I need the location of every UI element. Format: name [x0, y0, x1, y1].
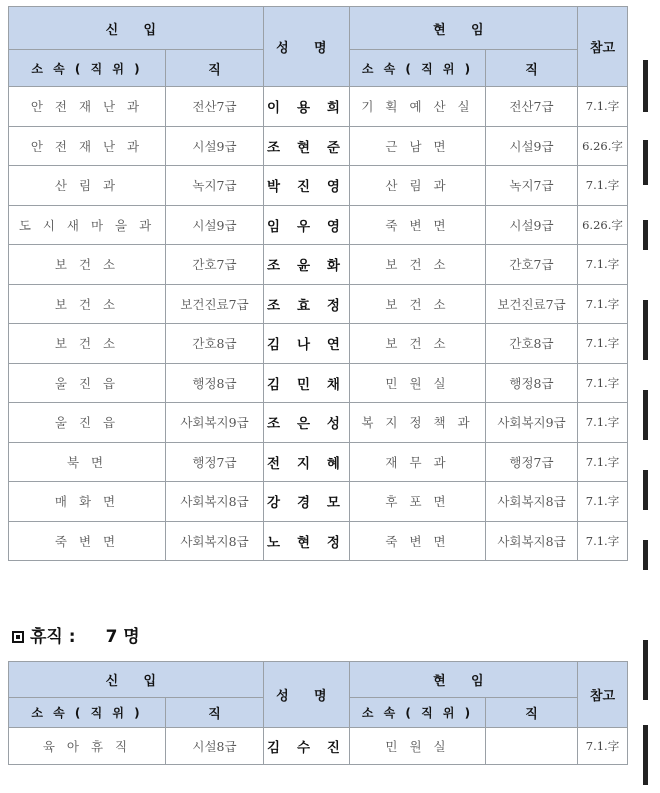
current-rank-cell: 사회복지8급	[486, 482, 578, 522]
new-dept-cell: 울 진 읍	[9, 363, 166, 403]
new-rank-cell: 행정7급	[166, 442, 264, 482]
leave-count: 7 명	[105, 627, 140, 647]
name-cell: 노 현 정	[264, 521, 350, 561]
new-rank-cell: 시설9급	[166, 205, 264, 245]
new-dept-cell: 매 화 면	[9, 482, 166, 522]
header-new-rank: 직	[166, 50, 264, 87]
current-dept-cell: 민 원 실	[350, 728, 486, 765]
current-rank-cell: 행정8급	[486, 363, 578, 403]
header-note: 참고	[578, 7, 628, 87]
name-cell: 임 우 영	[264, 205, 350, 245]
new-dept-cell: 북 면	[9, 442, 166, 482]
table-row	[9, 126, 628, 166]
header-name: 성 명	[264, 7, 350, 87]
new-rank-cell: 사회복지8급	[166, 482, 264, 522]
header-current-post: 현 임	[350, 662, 578, 698]
header-new-post: 신 입	[9, 7, 264, 50]
current-rank-cell: 사회복지8급	[486, 521, 578, 561]
current-rank-cell: 보건진료7급	[486, 284, 578, 324]
table-row	[9, 324, 628, 364]
note-cell: 7.1.字	[578, 728, 628, 765]
new-rank-cell: 사회복지8급	[166, 521, 264, 561]
table-row	[9, 728, 628, 765]
new-rank-cell: 간호7급	[166, 245, 264, 285]
table-row	[9, 245, 628, 285]
new-dept-cell: 울 진 읍	[9, 403, 166, 443]
table-row	[9, 521, 628, 561]
new-rank-cell: 사회복지9급	[166, 403, 264, 443]
header-current-post: 현 임	[350, 7, 578, 50]
current-dept-cell: 산 림 과	[350, 166, 486, 206]
note-cell: 6.26.字	[578, 205, 628, 245]
note-cell: 7.1.字	[578, 403, 628, 443]
note-cell: 7.1.字	[578, 245, 628, 285]
table-row	[9, 482, 628, 522]
name-cell: 김 수 진	[264, 728, 350, 765]
header-new-post: 신 입	[9, 662, 264, 698]
new-dept-cell: 죽 변 면	[9, 521, 166, 561]
current-dept-cell: 후 포 면	[350, 482, 486, 522]
table-row	[9, 363, 628, 403]
note-cell: 7.1.字	[578, 363, 628, 403]
new-dept-cell: 도 시 새 마 을 과	[9, 205, 166, 245]
new-dept-cell: 산 림 과	[9, 166, 166, 206]
current-dept-cell: 재 무 과	[350, 442, 486, 482]
new-dept-cell: 육 아 휴 직	[9, 728, 166, 765]
header-name: 성 명	[264, 662, 350, 728]
note-cell: 7.1.字	[578, 284, 628, 324]
current-dept-cell: 죽 변 면	[350, 205, 486, 245]
name-cell: 조 윤 화	[264, 245, 350, 285]
table-row	[9, 442, 628, 482]
current-rank-cell: 시설9급	[486, 126, 578, 166]
new-rank-cell: 간호8급	[166, 324, 264, 364]
current-rank-cell: 간호8급	[486, 324, 578, 364]
table-row	[9, 87, 628, 127]
right-edge-bar	[643, 470, 648, 510]
name-cell: 김 나 연	[264, 324, 350, 364]
right-edge-bar	[643, 390, 648, 440]
current-rank-cell: 간호7급	[486, 245, 578, 285]
new-dept-cell: 보 건 소	[9, 324, 166, 364]
square-bullet-icon	[12, 631, 24, 643]
new-rank-cell: 시설9급	[166, 126, 264, 166]
leave-heading	[12, 622, 140, 647]
name-cell: 전 지 혜	[264, 442, 350, 482]
current-dept-cell: 근 남 면	[350, 126, 486, 166]
leave-table	[8, 661, 628, 765]
current-rank-cell: 녹지7급	[486, 166, 578, 206]
table-row	[9, 284, 628, 324]
header-cur-dept: 소 속 ( 직 위 )	[350, 50, 486, 87]
header-new-dept: 소 속 ( 직 위 )	[9, 50, 166, 87]
right-edge-bar	[643, 725, 648, 785]
new-dept-cell: 안 전 재 난 과	[9, 126, 166, 166]
new-rank-cell: 전산7급	[166, 87, 264, 127]
new-dept-cell: 보 건 소	[9, 284, 166, 324]
header-note: 참고	[578, 662, 628, 728]
name-cell: 조 효 정	[264, 284, 350, 324]
new-rank-cell: 시설8급	[166, 728, 264, 765]
right-edge-bar	[643, 220, 648, 250]
new-rank-cell: 녹지7급	[166, 166, 264, 206]
current-dept-cell: 복 지 정 책 과	[350, 403, 486, 443]
name-cell: 강 경 모	[264, 482, 350, 522]
current-rank-cell: 사회복지9급	[486, 403, 578, 443]
note-cell: 7.1.字	[578, 87, 628, 127]
current-dept-cell: 죽 변 면	[350, 521, 486, 561]
header-cur-dept: 소 속 ( 직 위 )	[350, 698, 486, 728]
current-rank-cell: 시설9급	[486, 205, 578, 245]
note-cell: 7.1.字	[578, 166, 628, 206]
current-dept-cell: 보 건 소	[350, 245, 486, 285]
right-edge-bar	[643, 640, 648, 700]
current-dept-cell: 보 건 소	[350, 324, 486, 364]
table-row	[9, 166, 628, 206]
right-edge-bar	[643, 60, 648, 112]
header-cur-rank: 직	[486, 698, 578, 728]
current-rank-cell: 행정7급	[486, 442, 578, 482]
new-rank-cell: 행정8급	[166, 363, 264, 403]
leave-title: 휴직 :	[30, 627, 76, 647]
note-cell: 7.1.字	[578, 521, 628, 561]
new-dept-cell: 안 전 재 난 과	[9, 87, 166, 127]
note-cell: 6.26.字	[578, 126, 628, 166]
note-cell: 7.1.字	[578, 482, 628, 522]
table-row	[9, 205, 628, 245]
table-row	[9, 403, 628, 443]
header-new-dept: 소 속 ( 직 위 )	[9, 698, 166, 728]
right-edge-bar	[643, 300, 648, 360]
name-cell: 이 용 희	[264, 87, 350, 127]
current-dept-cell: 기 획 예 산 실	[350, 87, 486, 127]
current-rank-cell	[486, 728, 578, 765]
new-dept-cell: 보 건 소	[9, 245, 166, 285]
transfer-table	[8, 6, 628, 561]
current-dept-cell: 민 원 실	[350, 363, 486, 403]
current-rank-cell: 전산7급	[486, 87, 578, 127]
header-new-rank: 직	[166, 698, 264, 728]
current-dept-cell: 보 건 소	[350, 284, 486, 324]
name-cell: 조 은 성	[264, 403, 350, 443]
new-rank-cell: 보건진료7급	[166, 284, 264, 324]
note-cell: 7.1.字	[578, 324, 628, 364]
name-cell: 조 현 준	[264, 126, 350, 166]
name-cell: 김 민 채	[264, 363, 350, 403]
header-cur-rank: 직	[486, 50, 578, 87]
name-cell: 박 진 영	[264, 166, 350, 206]
right-edge-bar	[643, 540, 648, 570]
right-edge-bar	[643, 140, 648, 185]
note-cell: 7.1.字	[578, 442, 628, 482]
